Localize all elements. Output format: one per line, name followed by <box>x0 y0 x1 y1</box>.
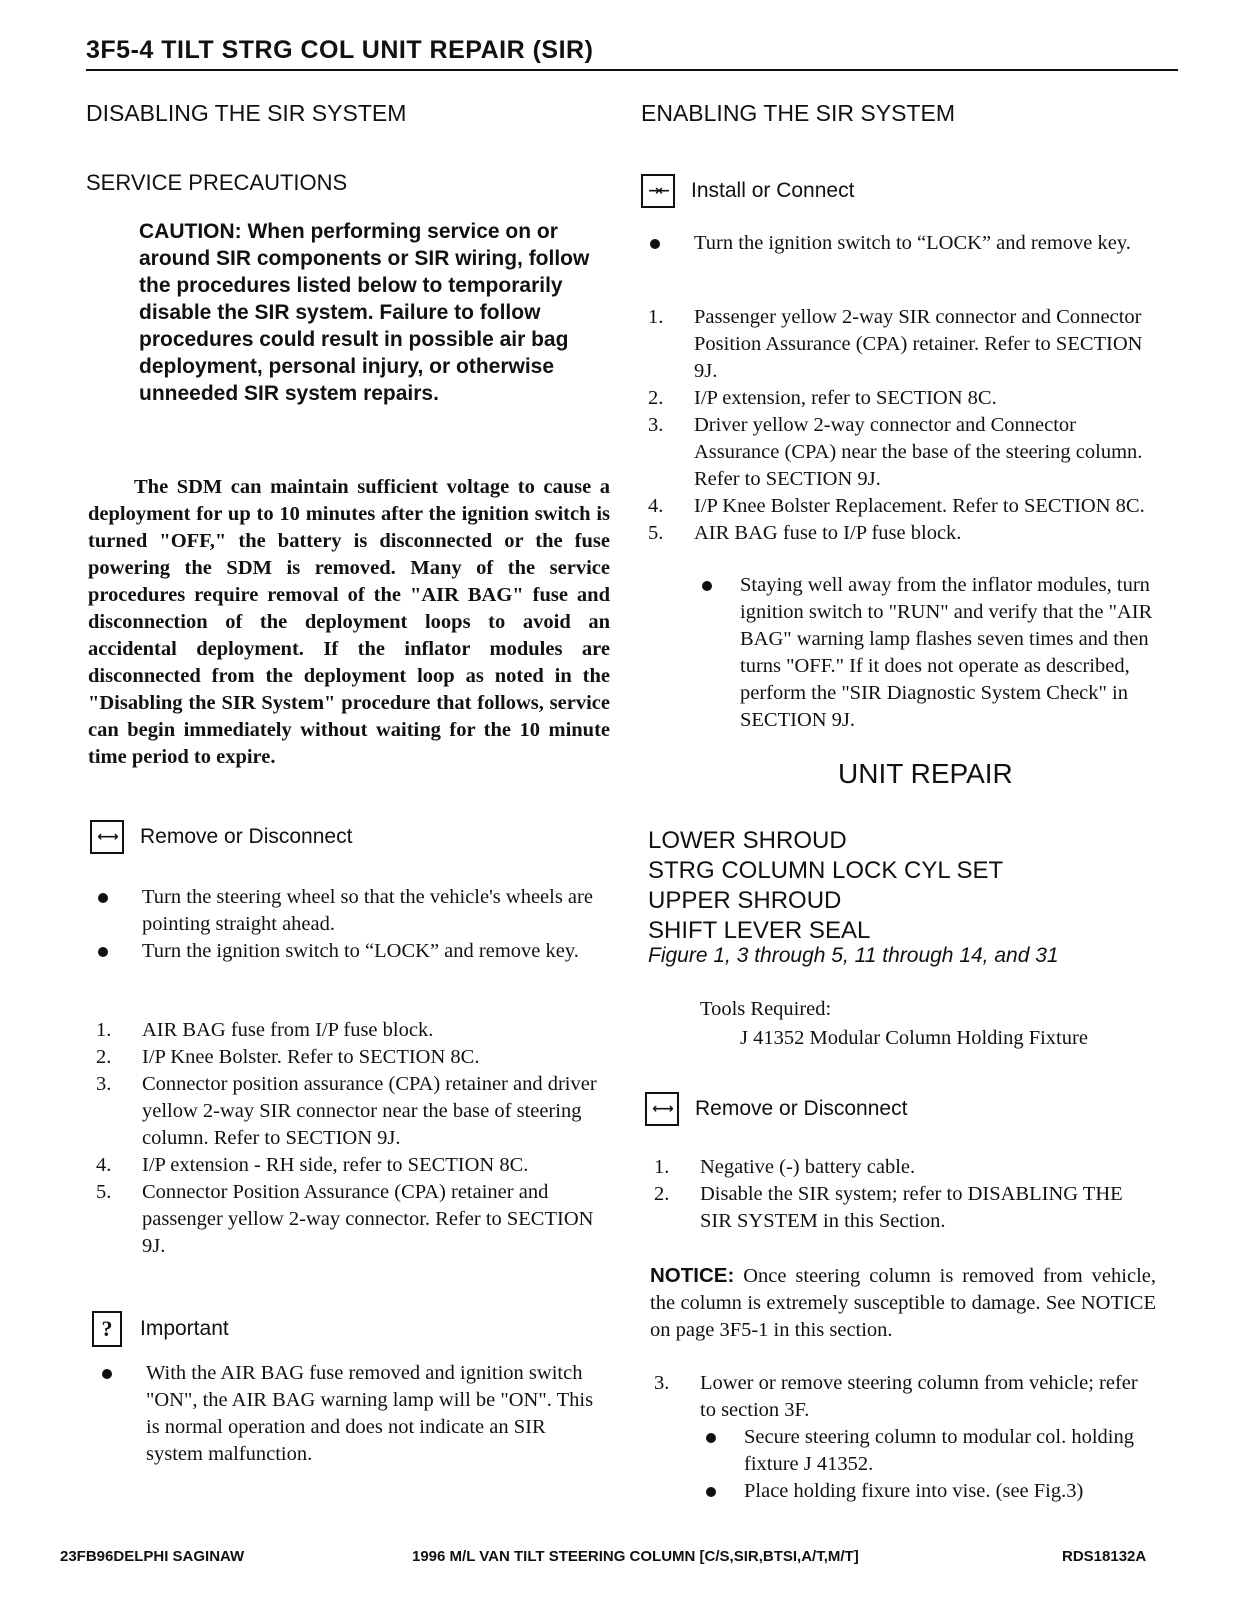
list-item: 2. Disable the SIR system; refer to DISABLING THE SIR SYSTEM in this Section. <box>654 1183 1123 1232</box>
list-item: 2. I/P extension, refer to SECTION 8C. <box>648 387 997 409</box>
right-remove-steps <box>654 1154 1158 1235</box>
list-item: 1. Passenger yellow 2-way SIR connector and Connector Position Assurance (CPA) retainer. Refer to SECTION 9J. <box>648 306 1143 382</box>
left-remove-steps <box>96 1017 604 1260</box>
important-label: Important <box>140 1317 229 1340</box>
install-steps <box>648 304 1154 547</box>
remove-disconnect-icon: ←→ <box>90 820 124 854</box>
figure-reference: Figure 1, 3 through 5, 11 through 14, and 31 <box>648 944 1059 967</box>
footer-left: 23FB96DELPHI SAGINAW <box>60 1548 245 1565</box>
section-title: UPPER SHROUD <box>648 887 842 914</box>
notice-label: NOTICE: <box>650 1264 735 1287</box>
header-rule <box>86 69 1178 71</box>
left-remove-bullets <box>142 884 608 965</box>
list-item: Turn the ignition switch to “LOCK” and remove key. <box>142 938 608 965</box>
list-item: 4. I/P Knee Bolster Replacement. Refer to SECTION 8C. <box>648 495 1145 517</box>
list-item: Turn the ignition switch to “LOCK” and remove key. <box>694 230 1154 257</box>
tool-item: J 41352 Modular Column Holding Fixture <box>740 1027 1088 1049</box>
right-remove-header <box>645 1092 907 1126</box>
list-item: 1. Negative (-) battery cable. <box>654 1156 916 1178</box>
bullet-icon <box>706 1433 716 1443</box>
sdm-paragraph: The SDM can maintain sufficient voltage to cause a deployment for up to 10 minutes after the ignition switch is turned "OFF," the battery is disconnected or the fuse powering the SDM is removed. Many of the service procedures require removal of the "AIR BAG" fuse and disconnection of the deployment loops to avoid an accidental deployment. If the inflator modules are disconnected from the deployment loop as noted in the "Disabling the SIR System" procedure that follows, service can begin immediately without waiting for the 10 minute time period to expire. <box>88 476 610 768</box>
footer-right: RDS18132A <box>1062 1548 1147 1565</box>
page-header: 3F5-4 TILT STRG COL UNIT REPAIR (SIR) <box>86 36 594 64</box>
left-remove-header <box>90 820 352 854</box>
remove-disconnect-icon: ←→ <box>645 1092 679 1126</box>
bullet-icon <box>650 239 660 249</box>
section-title: STRG COLUMN LOCK CYL SET <box>648 857 1004 884</box>
right-step3-bullets <box>744 1424 1158 1505</box>
bullet-icon <box>98 893 108 903</box>
list-item: 3. Connector position assurance (CPA) retainer and driver yellow 2-way SIR connector near the base of steering column. Refer to SECTION 9J. <box>96 1073 597 1149</box>
unit-repair-heading: UNIT REPAIR <box>838 758 1013 789</box>
install-sub-bullets <box>740 572 1156 734</box>
list-item: Turn the steering wheel so that the vehicle's wheels are pointing straight ahead. <box>142 884 608 938</box>
important-icon: ? <box>92 1311 122 1347</box>
enabling-heading: ENABLING THE SIR SYSTEM <box>641 100 955 126</box>
list-item: Secure steering column to modular col. holding fixture J 41352. <box>744 1424 1158 1478</box>
important-header <box>92 1311 229 1347</box>
left-remove-label: Remove or Disconnect <box>140 825 353 848</box>
section-titles <box>648 826 1003 946</box>
list-item: With the AIR BAG fuse removed and ignition switch "ON", the AIR BAG warning lamp will be "ON". This is normal operation and does not indicate an SIR system malfunction. <box>146 1360 606 1468</box>
list-item: 4. I/P extension - RH side, refer to SECTION 8C. <box>96 1154 529 1176</box>
bullet-icon <box>702 581 712 591</box>
service-precautions-heading: SERVICE PRECAUTIONS <box>86 170 348 195</box>
right-step3 <box>654 1370 1158 1424</box>
list-item: 1. AIR BAG fuse from I/P fuse block. <box>96 1019 434 1041</box>
section-title: SHIFT LEVER SEAL <box>648 917 871 944</box>
section-title: LOWER SHROUD <box>648 827 847 854</box>
list-item: Place holding fixure into vise. (see Fig.3) <box>744 1478 1158 1505</box>
disabling-heading: DISABLING THE SIR SYSTEM <box>86 100 407 126</box>
list-item: 2. I/P Knee Bolster. Refer to SECTION 8C. <box>96 1046 480 1068</box>
notice-paragraph <box>650 1262 1156 1344</box>
install-label: Install or Connect <box>691 179 855 202</box>
install-bullets <box>694 230 1154 257</box>
right-remove-label: Remove or Disconnect <box>695 1097 908 1120</box>
list-item: 3. Driver yellow 2-way connector and Connector Assurance (CPA) near the base of the steering column. Refer to SECTION 9J. <box>648 414 1143 490</box>
install-connect-icon: →← <box>641 174 675 208</box>
list-item: 3. Lower or remove steering column from vehicle; refer to section 3F. <box>654 1372 1138 1421</box>
list-item: 5. AIR BAG fuse to I/P fuse block. <box>648 522 962 544</box>
list-item: Staying well away from the inflator modules, turn ignition switch to "RUN" and verify that the "AIR BAG" warning lamp flashes seven times and then turns "OFF." If it does not operate as described, perform the "SIR Diagnostic System Check" in SECTION 9J. <box>740 572 1156 734</box>
bullet-icon <box>98 947 108 957</box>
caution-text: CAUTION: When performing service on or around SIR components or SIR wiring, follow the procedures listed below to temporarily disable the SIR system. Failure to follow procedures could result in possible air bag deployment, personal injury, or otherwise unneeded SIR system repairs. <box>139 220 590 405</box>
important-bullets <box>146 1360 606 1468</box>
install-header <box>641 174 854 208</box>
tools-required-label: Tools Required: <box>700 998 832 1020</box>
bullet-icon <box>706 1487 716 1497</box>
footer-center: 1996 M/L VAN TILT STEERING COLUMN [C/S,SIR,BTSI,A/T,M/T] <box>412 1548 859 1565</box>
bullet-icon <box>102 1369 112 1379</box>
notice-text: Once steering column is removed from vehicle, the column is extremely susceptible to damage. See NOTICE on page 3F5-1 in this section. <box>650 1265 1156 1341</box>
list-item: 5. Connector Position Assurance (CPA) retainer and passenger yellow 2-way connector. Refer to SECTION 9J. <box>96 1181 594 1257</box>
